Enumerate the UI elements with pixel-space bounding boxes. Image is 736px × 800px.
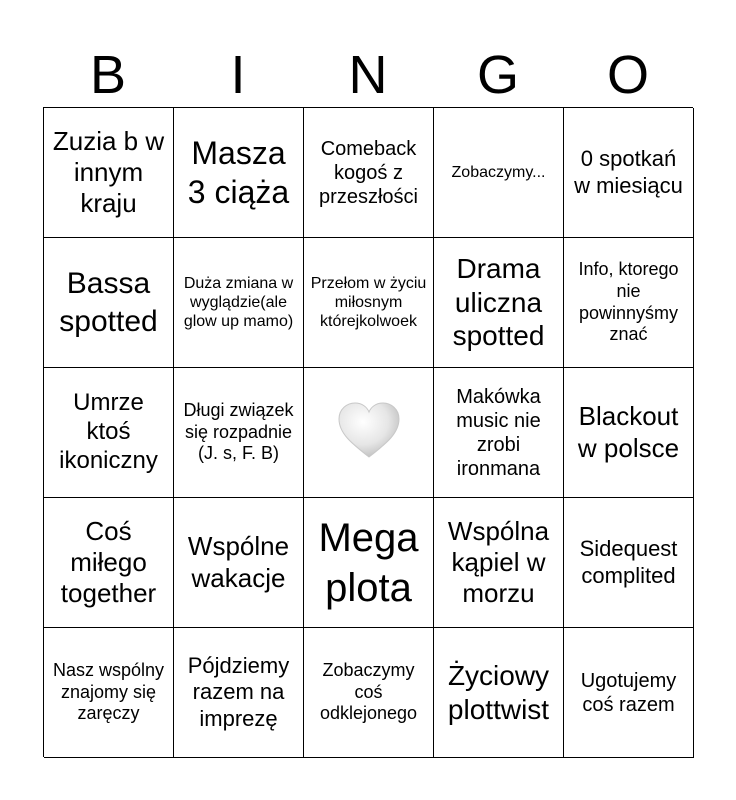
header-letter-i: I [230, 45, 246, 105]
bingo-cell-r4-c3[interactable] [434, 628, 564, 758]
bingo-cell-free[interactable] [304, 368, 434, 498]
bingo-cell-r3-c0[interactable] [44, 498, 174, 628]
cell-text: Przełom w życiu miłosnym którejkolwoek [310, 274, 427, 331]
bingo-cell-r1-c4[interactable] [564, 238, 694, 368]
cell-text: Comeback kogoś z przeszłości [319, 137, 418, 208]
bingo-cell-r3-c1[interactable] [174, 498, 304, 628]
bingo-cell-r1-c2[interactable] [304, 238, 434, 368]
cell-text: Pójdziemy razem na imprezę [187, 652, 290, 731]
bingo-header [43, 40, 693, 110]
cell-text: Drama uliczna spotted [452, 253, 545, 352]
bingo-cell-r2-c3[interactable] [434, 368, 564, 498]
bingo-cell-r1-c1[interactable] [174, 238, 304, 368]
header-letter-o: O [606, 45, 649, 105]
white-heart-icon [337, 401, 401, 464]
cell-text: Duża zmiana w wyglądzie(ale glow up mamo) [183, 274, 294, 331]
bingo-cell-r4-c4[interactable] [564, 628, 694, 758]
bingo-cell-r4-c2[interactable] [304, 628, 434, 758]
bingo-cell-r0-c2[interactable] [304, 108, 434, 238]
bingo-cell-r2-c1[interactable] [174, 368, 304, 498]
cell-text: Długi związek się rozpadnie (J. s, F. B) [183, 400, 294, 464]
cell-text: Zobaczymy coś odklejonego [319, 660, 418, 724]
bingo-cell-r0-c4[interactable] [564, 108, 694, 238]
header-letter-n: N [348, 45, 388, 105]
bingo-grid [43, 107, 693, 757]
cell-text: Bassa spotted [59, 267, 158, 338]
cell-text: Umrze ktoś ikoniczny [59, 389, 158, 474]
bingo-cell-r2-c4[interactable] [564, 368, 694, 498]
bingo-cell-r0-c0[interactable] [44, 108, 174, 238]
cell-text: Nasz wspólny znajomy się zaręczy [52, 660, 165, 724]
cell-text: Mega plota [318, 515, 419, 610]
cell-text: Wspólne wakacje [187, 531, 290, 593]
bingo-cell-r1-c0[interactable] [44, 238, 174, 368]
cell-text: Ugotujemy coś razem [580, 669, 677, 716]
bingo-cell-r3-c3[interactable] [434, 498, 564, 628]
bingo-cell-r0-c1[interactable] [174, 108, 304, 238]
bingo-cell-r2-c0[interactable] [44, 368, 174, 498]
cell-text: Sidequest complited [579, 536, 678, 588]
header-letter-b: B [89, 45, 127, 105]
cell-text: Coś miłego together [60, 515, 157, 609]
cell-text: Zobaczymy... [451, 163, 546, 181]
cell-text: Blackout w polsce [577, 401, 680, 463]
bingo-cell-r4-c1[interactable] [174, 628, 304, 758]
bingo-cell-r1-c3[interactable] [434, 238, 564, 368]
cell-text: Masza 3 ciąża [187, 135, 290, 210]
cell-text: Makówka music nie zrobi ironmana [456, 385, 541, 480]
cell-text: Info, ktorego nie powinnyśmy znać [578, 259, 679, 345]
bingo-cell-r0-c3[interactable] [434, 108, 564, 238]
cell-text: Zuzia b w innym kraju [52, 125, 165, 219]
cell-text: Życiowy plottwist [447, 659, 550, 725]
cell-text: Wspólna kąpiel w morzu [447, 515, 550, 609]
cell-text: 0 spotkań w miesiącu [574, 146, 683, 198]
header-letter-g: G [476, 45, 519, 105]
bingo-cell-r4-c0[interactable] [44, 628, 174, 758]
bingo-cell-r3-c2[interactable] [304, 498, 434, 628]
bingo-cell-r3-c4[interactable] [564, 498, 694, 628]
